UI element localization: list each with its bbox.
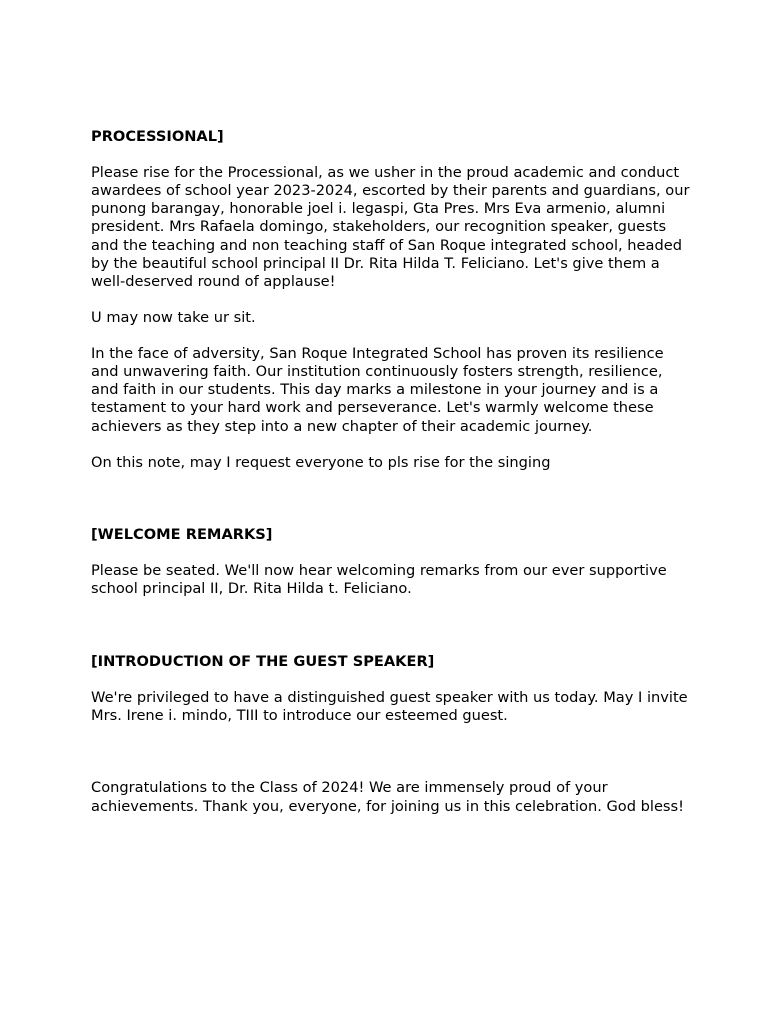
spacer — [91, 725, 691, 779]
intro-heading: [INTRODUCTION OF THE GUEST SPEAKER] — [91, 652, 435, 670]
spacer — [91, 544, 691, 562]
sit-paragraph: U may now take ur sit. — [91, 308, 256, 326]
singing-paragraph: On this note, may I request everyone to pls rise for the singing — [91, 453, 551, 471]
processional-heading: PROCESSIONAL] — [91, 128, 224, 145]
spacer — [91, 598, 691, 652]
spacer — [91, 291, 691, 309]
spacer — [91, 327, 691, 345]
intro-paragraph: We're privileged to have a distinguished guest speaker with us today. May I invite Mrs. Irene i. mindo, TIII to introduce our esteemed guest. — [91, 688, 688, 725]
spacer — [91, 146, 691, 164]
welcome-heading: [WELCOME REMARKS] — [91, 526, 273, 544]
processional-paragraph: Please rise for the Processional, as we usher in the proud academic and conduct awardees of school year 2023-2024, escorted by their parents and guardians, our punong barangay, honorable joel i. legaspi, Gta Pres. Mrs Eva armenio, alumni president. Mrs Rafaela domingo, stakeholders, our recognition speaker, guests and the teaching and non teaching staff of San Roque integrated school, headed by the beautiful school principal II Dr. Rita Hilda T. Feliciano. Let's give them a well-deserved round of applause! — [91, 164, 690, 290]
adversity-paragraph: In the face of adversity, San Roque Integrated School has proven its resilience and unwavering faith. Our institution continuously fosters strength, resilience, and faith in our students. This day marks a milestone in your journey and is a testament to your hard work and perseverance. Let's warmly welcome these achievers as they step into a new chapter of their academic journey. — [91, 345, 664, 435]
spacer — [91, 472, 691, 526]
welcome-paragraph: Please be seated. We'll now hear welcoming remarks from our ever supportive school principal II, Dr. Rita Hilda t. Feliciano. — [91, 562, 667, 598]
document-body — [91, 128, 691, 816]
spacer — [91, 436, 691, 454]
closing-paragraph: Congratulations to the Class of 2024! We are immensely proud of your achievements. Thank you, everyone, for joining us in this celebration. God bless! — [91, 779, 684, 815]
spacer — [91, 671, 691, 689]
